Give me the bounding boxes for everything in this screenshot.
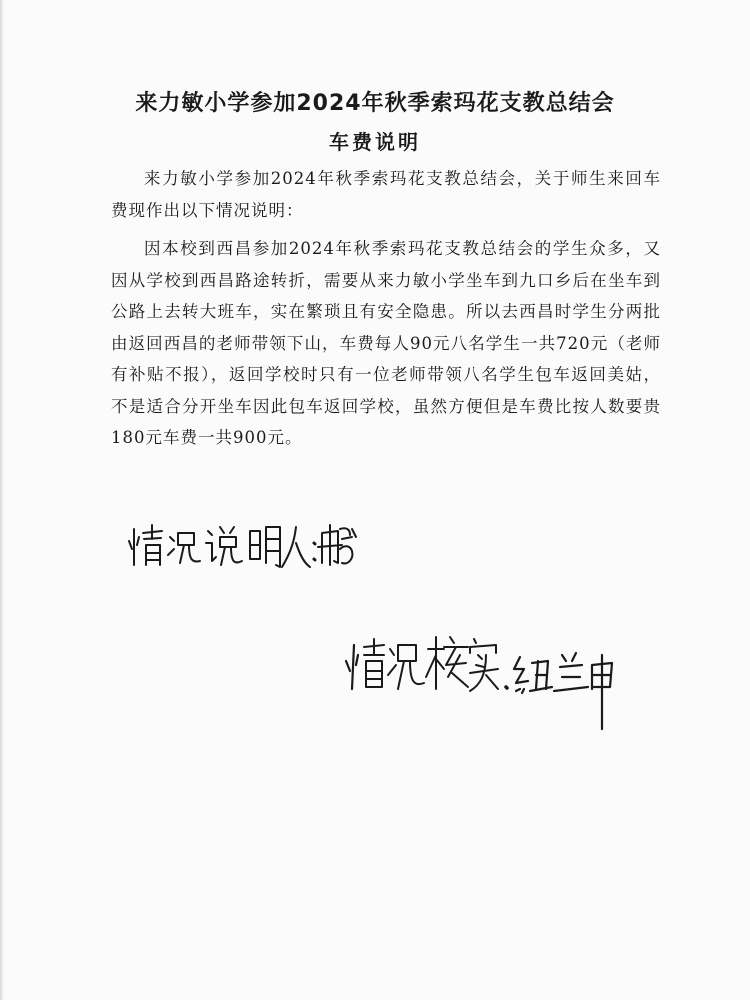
document-subtitle: 车费说明	[329, 130, 421, 154]
paragraph-intro: 来力敏小学参加2024年秋季索玛花支教总结会，关于师生来回车费现作出以下情况说明：	[111, 169, 661, 220]
document-title: 来力敏小学参加2024年秋季索玛花支教总结会	[135, 91, 615, 116]
paragraph-details: 因本校到西昌参加2024年秋季索玛花支教总结会的学生众多，又因从学校到西昌路途转折，需要从来力敏小学坐车到九口乡后在坐车到公路上去转大班车，实在繁琐且有安全隐患。所以去西昌时学生分两批由返回西昌的老师带领下山，车费每人90元八名学生一共720元（老师有补贴不报），返回学校时只有一位老师带领八名学生包车返回美姑，不是适合分开坐车因此包车返回学校，虽然方便但是车费比按人数要贵180元车费一共900元。	[111, 239, 661, 447]
explainer-signature	[128, 515, 358, 575]
verifier-signature	[340, 625, 620, 735]
